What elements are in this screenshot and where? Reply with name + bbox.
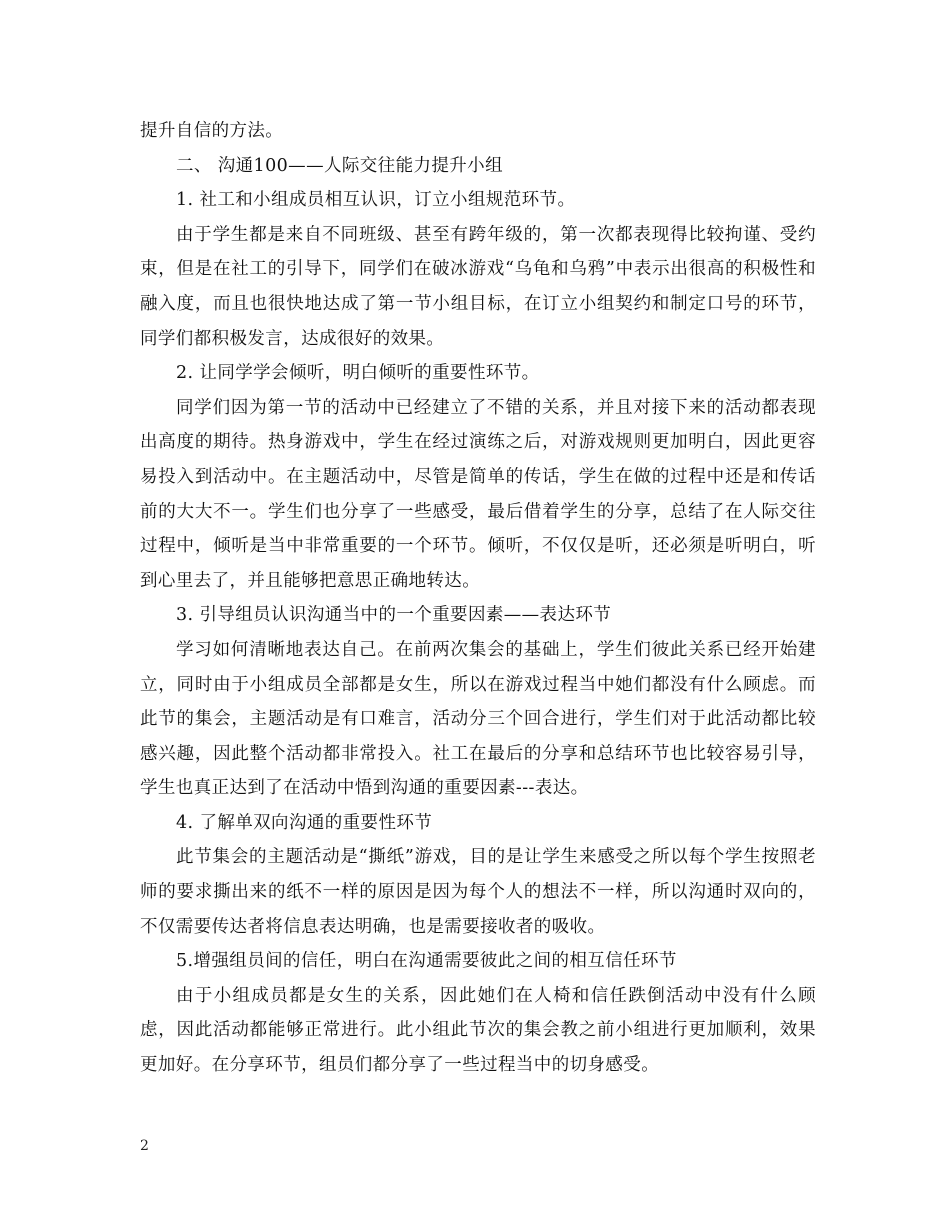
paragraph: 此节集会的主题活动是“撕纸”游戏，目的是让学生来感受之所以每个学生按照老师的要求撕出来的纸不一样的原因是因为每个人的想法不一样，所以沟通时双向的，不仅需要传达者将信息表达明确，也是需要接收者的吸收。	[140, 847, 816, 937]
paragraph: 提升自信的方法。	[140, 121, 284, 141]
paragraph: 由于学生都是来自不同班级、甚至有跨年级的，第一次都表现得比较拘谨、受约束，但是在社工的引导下，同学们在破冰游戏“乌龟和乌鸦”中表示出很高的积极性和融入度，而且也很快地达成了第一节小组目标，在订立小组契约和制定口号的环节，同学们都积极发言，达成很好的效果。	[140, 224, 816, 349]
subsection-heading: 3. 引导组员认识沟通当中的一个重要因素——表达环节	[176, 605, 612, 626]
subsection-heading: 2. 让同学学会倾听，明白倾听的重要性环节。	[176, 363, 540, 384]
document-body	[140, 114, 816, 1083]
page-number: 2	[140, 1138, 149, 1154]
paragraph: 学习如何清晰地表达自己。在前两次集会的基础上，学生们彼此关系已经开始建立，同时由于小组成员全部都是女生，所以在游戏过程当中她们都没有什么顾虑。而此节的集会，主题活动是有口难言，活动分三个回合进行，学生们对于此活动都比较感兴趣，因此整个活动都非常投入。社工在最后的分享和总结环节也比较容易引导，学生也真正达到了在活动中悟到沟通的重要因素---表达。	[140, 639, 816, 799]
paragraph: 同学们因为第一节的活动中已经建立了不错的关系，并且对接下来的活动都表现出高度的期待。热身游戏中，学生在经过演练之后，对游戏规则更加明白，因此更容易投入到活动中。在主题活动中，尽管是简单的传话，学生在做的过程中还是和传话前的大大不一。学生们也分享了一些感受，最后借着学生的分享，总结了在人际交往过程中，倾听是当中非常重要的一个环节。倾听，不仅仅是听，还必须是听明白，听到心里去了，并且能够把意思正确地转达。	[140, 397, 816, 591]
subsection-heading: 4. 了解单双向沟通的重要性环节	[176, 812, 433, 833]
subsection-heading: 5.增强组员间的信任，明白在沟通需要彼此之间的相互信任环节	[176, 951, 677, 972]
paragraph: 由于小组成员都是女生的关系，因此她们在人椅和信任跌倒活动中没有什么顾虑，因此活动都能够正常进行。此小组此节次的集会教之前小组进行更加顺利，效果更加好。在分享环节，组员们都分享了一些过程当中的切身感受。	[140, 985, 816, 1076]
section-heading: 二、 沟通100——人际交往能力提升小组	[176, 155, 503, 176]
subsection-heading: 1. 社工和小组成员相互认识，订立小组规范环节。	[176, 190, 576, 211]
